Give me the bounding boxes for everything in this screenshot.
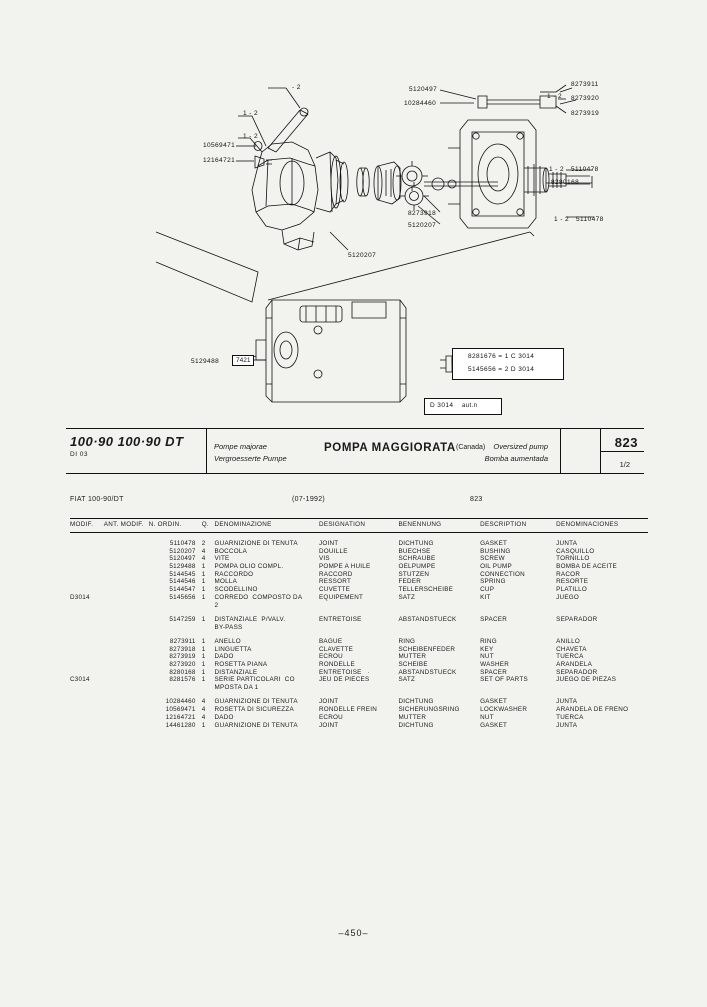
- table-row: [70, 578, 648, 586]
- cell-desc: SCREW: [480, 555, 505, 563]
- cell-den: 2: [214, 601, 219, 609]
- cell-desc: NUT: [480, 653, 494, 661]
- cell-desc: [480, 623, 556, 631]
- cell-denom: JUEGO: [556, 593, 580, 601]
- cell-ordin: 5145656: [169, 593, 196, 601]
- cell-qty: 1: [201, 563, 206, 571]
- cell-modif: [70, 586, 104, 594]
- callout-label: 5120207: [348, 252, 377, 259]
- cell-denom: ARANDELA DE FRENO: [556, 706, 629, 714]
- title-german: Vergroesserte Pumpe: [214, 454, 287, 463]
- cell-desc: WASHER: [480, 661, 510, 669]
- cell-des: [319, 601, 398, 609]
- cell-desc: OIL PUMP: [480, 563, 512, 571]
- callout-label: 1 - 2: [243, 110, 259, 117]
- callout-label: 5110478: [571, 166, 599, 173]
- cell-ben: ABSTANDSTUECK: [398, 615, 457, 623]
- cell-ben: TELLERSCHEIBE: [398, 586, 454, 594]
- callout-label: 8273918: [408, 210, 437, 217]
- cell-desc: LOCKWASHER: [480, 706, 528, 714]
- cell-des: CLAVETTE: [318, 645, 354, 653]
- cell-ordin: [149, 684, 202, 692]
- cell-desc: [480, 684, 556, 692]
- cell-den: ROSETTA DI SICUREZZA: [214, 706, 294, 714]
- cell-des: EQUIPEMENT: [318, 593, 364, 601]
- cell-ordin: 8273911: [169, 637, 196, 645]
- table-row: [70, 638, 648, 646]
- cell-ben: MUTTER: [398, 653, 427, 661]
- cell-desc: CUP: [480, 586, 495, 594]
- cell-qty: 1: [201, 661, 206, 669]
- cell-ben: MUTTER: [398, 713, 427, 721]
- cell-ordin: 10569471: [165, 706, 196, 714]
- title-italian: Pompe majorae: [214, 442, 267, 451]
- cell-ordin: 14461280: [165, 721, 196, 729]
- cell-den: RACCORDO: [214, 570, 254, 578]
- cell-des: RONDELLE: [318, 661, 355, 669]
- cell-des: ENTRETOISE: [318, 615, 362, 623]
- legend-line-2: 5145656 = 2 D 3014: [468, 366, 535, 373]
- parts-table: [70, 518, 648, 729]
- cell-ordin: 5120207: [169, 547, 196, 555]
- cell-des: ECROU: [318, 713, 343, 721]
- table-row: [70, 601, 648, 609]
- cell-denom: TORNILLO: [556, 555, 590, 563]
- cell-modif: [70, 653, 104, 661]
- table-row: [70, 684, 648, 692]
- cell-ordin: 5144547: [169, 586, 196, 594]
- callout-label: 12164721: [203, 157, 236, 164]
- callout-label: 5120207: [408, 222, 437, 229]
- cell-ordin: 5110478: [169, 540, 196, 548]
- cell-ben: STUTZEN: [398, 570, 430, 578]
- callout-label: 1 - 2: [554, 216, 570, 223]
- cell-denom: RESORTE: [556, 578, 589, 586]
- cell-denom: ARANDELA: [556, 661, 593, 669]
- cell-desc: GASKET: [480, 540, 508, 548]
- col-benennung: BENENNUNG: [398, 519, 480, 533]
- table-row: [70, 594, 648, 602]
- callout-label: 5120497: [409, 86, 438, 93]
- cell-denom: SEPARADOR: [556, 668, 598, 676]
- cell-qty: [202, 601, 215, 609]
- source-date: (07-1992): [292, 496, 326, 503]
- col-denominaciones: DENOMINACIONES: [556, 519, 648, 533]
- cell-den: SCODELLINO: [214, 586, 258, 594]
- cell-qty: 2: [201, 540, 206, 548]
- cell-desc: SPACER: [480, 615, 508, 623]
- cell-denom: PLATILLO: [556, 586, 588, 594]
- cell-qty: [202, 684, 215, 692]
- table-row: [70, 555, 648, 563]
- cell-den: MOLLA: [214, 578, 238, 586]
- cell-modif: [70, 555, 104, 563]
- cell-ben: ABSTANDSTUECK: [398, 668, 457, 676]
- cell-ordin: 8273919: [169, 653, 196, 661]
- table-row: [70, 668, 648, 676]
- cell-qty: [202, 623, 215, 631]
- cell-ben: SICHERUNGSRING: [398, 706, 460, 714]
- cell-modif: [70, 661, 104, 669]
- cell-ordin: 8273920: [169, 661, 196, 669]
- cell-des: JOINT: [318, 540, 339, 548]
- cell-modif: [70, 601, 104, 609]
- cell-den: GUARNIZIONE DI TENUTA: [214, 698, 298, 706]
- cell-denom: RACOR: [556, 570, 581, 578]
- cell-den: LINGUETTA: [214, 645, 252, 653]
- cell-modif: [70, 668, 104, 676]
- cell-des: RESSORT: [318, 578, 352, 586]
- callout-label: 8280168: [551, 179, 580, 186]
- cell-ordin: 5144545: [169, 570, 196, 578]
- cell-den: DADO: [214, 653, 234, 661]
- callout-label: 5129488: [191, 358, 220, 365]
- cell-des: [319, 623, 398, 631]
- table-row: [70, 714, 648, 722]
- cell-qty: 4: [201, 547, 206, 555]
- cell-ordin: 5144546: [169, 578, 196, 586]
- cell-ant: [104, 540, 149, 548]
- table-row: [70, 653, 648, 661]
- col-designation: DESIGNATION: [319, 519, 398, 533]
- source-section: 823: [470, 496, 483, 503]
- cell-ordin: 5129488: [169, 563, 196, 571]
- cell-qty: 4: [201, 555, 206, 563]
- cell-den: DISTANZIALE: [214, 668, 258, 676]
- cell-desc: RING: [480, 637, 497, 645]
- cell-ben: SCHEIBE: [398, 661, 428, 669]
- cell-des: CUVETTE: [318, 586, 351, 594]
- table-spacer: [70, 609, 648, 616]
- callout-label: 1 - 2: [243, 133, 259, 140]
- title-english: Oversized pump: [493, 442, 548, 451]
- cell-qty: 1: [201, 570, 206, 578]
- cell-den: BY-PASS: [214, 623, 243, 631]
- cell-modif: C3014: [70, 676, 90, 684]
- cell-modif: [70, 714, 104, 722]
- cell-ant: [104, 616, 149, 624]
- cell-desc: SET OF PARTS: [480, 676, 528, 684]
- cell-den: BOCCOLA: [214, 547, 248, 555]
- cell-desc: NUT: [480, 713, 494, 721]
- cell-ant: [104, 706, 149, 714]
- col-denominazione: DENOMINAZIONE: [215, 519, 319, 533]
- cell-modif: [70, 698, 104, 706]
- cell-ben: DICHTUNG: [398, 540, 434, 548]
- table-row: [70, 676, 648, 684]
- cell-ant: [104, 638, 149, 646]
- col-n-ordin: N. ORDIN.: [149, 519, 202, 533]
- cell-ant: [104, 676, 149, 684]
- cell-ant: [104, 653, 149, 661]
- callout-label: - 2: [292, 84, 301, 91]
- table-row: [70, 623, 648, 631]
- cell-modif: [70, 684, 104, 692]
- cell-modif: [70, 638, 104, 646]
- title-spanish: Bomba aumentada: [484, 454, 548, 463]
- cell-den: ANELLO: [214, 637, 241, 645]
- cell-qty: 4: [201, 706, 206, 714]
- cell-ant: [104, 721, 149, 729]
- cell-modif: [70, 540, 104, 548]
- cell-modif: [70, 623, 104, 631]
- cell-des: ENTRETOISE ·: [318, 668, 370, 676]
- cell-qty: 1: [201, 593, 206, 601]
- cell-modif: [70, 616, 104, 624]
- title-block: [66, 428, 644, 474]
- cell-des: JOINT: [318, 698, 339, 706]
- cell-denom: JUNTA: [556, 721, 578, 729]
- cell-modif: [70, 570, 104, 578]
- cell-ben: DICHTUNG: [398, 721, 434, 729]
- table-row: [70, 540, 648, 548]
- col-description: DESCRIPTION: [480, 519, 556, 533]
- cell-denom: [556, 684, 648, 692]
- cell-modif: [70, 563, 104, 571]
- cell-qty: 1: [201, 578, 206, 586]
- table-spacer: [70, 691, 648, 698]
- cell-denom: JUNTA: [556, 698, 578, 706]
- cell-ordin: 10284460: [165, 698, 196, 706]
- cell-ben: FEDER: [398, 578, 422, 586]
- cell-ben: SCHRAUBE: [398, 555, 436, 563]
- diagram-box-label-7421: 7421: [232, 355, 254, 366]
- cell-den: DADO: [214, 713, 234, 721]
- callout-label: 1 - 2: [547, 93, 563, 100]
- cell-ben: RING: [398, 637, 416, 645]
- cell-ordin: 8281576: [169, 676, 196, 684]
- cell-denom: [556, 601, 648, 609]
- table-row: [70, 698, 648, 706]
- cell-ant: [104, 668, 149, 676]
- cell-ant: [104, 623, 149, 631]
- cell-des: ECROU: [318, 653, 343, 661]
- cell-modif: [70, 578, 104, 586]
- parts-table-body: [70, 533, 648, 729]
- cell-qty: 1: [201, 676, 206, 684]
- section-number: 823: [614, 435, 638, 450]
- cell-desc: KIT: [480, 593, 491, 601]
- table-row: [70, 645, 648, 653]
- cell-ben: BUECHSE: [398, 547, 431, 555]
- cell-denom: BOMBA DE ACEITE: [556, 563, 617, 571]
- page-title: POMPA MAGGIORATA: [324, 442, 456, 454]
- cell-ant: [104, 601, 149, 609]
- table-row: [70, 586, 648, 594]
- cell-ordin: 12164721: [165, 713, 196, 721]
- model-designation: 100·90 100·90 DT: [70, 434, 184, 449]
- cell-ant: [104, 684, 149, 692]
- cell-ant: [104, 547, 149, 555]
- cell-modif: [70, 645, 104, 653]
- cell-modif: [70, 721, 104, 729]
- cell-modif: D3014: [70, 593, 90, 601]
- cell-ordin: [149, 601, 202, 609]
- cell-ant: [104, 570, 149, 578]
- table-spacer: [70, 631, 648, 638]
- exploded-view-diagram: [0, 0, 707, 420]
- diagram-artwork: [0, 0, 707, 420]
- table-header-row: [70, 519, 648, 533]
- cell-des: RONDELLE FREIN: [318, 706, 378, 714]
- cell-ant: [104, 555, 149, 563]
- cell-qty: 1: [201, 668, 206, 676]
- cell-den: SERIE PARTICOLARI CO: [214, 676, 295, 684]
- cell-denom: TUERCA: [556, 653, 584, 661]
- table-row: [70, 661, 648, 669]
- title-country: (Canada): [456, 444, 486, 451]
- col-quantity: Q.: [202, 519, 215, 533]
- cell-denom: ANILLO: [556, 637, 581, 645]
- cell-ant: [104, 661, 149, 669]
- cell-denom: JUEGO DE PIEZAS: [556, 676, 617, 684]
- cell-denom: JUNTA: [556, 540, 578, 548]
- cell-ordin: 8273918: [169, 645, 196, 653]
- cell-qty: 1: [201, 586, 206, 594]
- cell-ordin: [149, 623, 202, 631]
- cell-des: POMPE A HUILE: [318, 563, 371, 571]
- cell-ordin: 5120497: [169, 555, 196, 563]
- source-model: FIAT 100-90/DT: [70, 496, 124, 503]
- callout-label: 1 - 2: [549, 166, 565, 173]
- callout-label: 10569471: [203, 142, 236, 149]
- cell-des: VIS: [318, 555, 330, 563]
- legend-line-1: 8281676 = 1 C 3014: [468, 353, 535, 360]
- page-fraction: 1/2: [619, 460, 630, 469]
- cell-modif: [70, 706, 104, 714]
- callout-label: 8273919: [571, 110, 600, 117]
- callout-label: 8273911: [571, 81, 599, 88]
- cell-desc: SPRING: [480, 578, 506, 586]
- cell-ant: [104, 714, 149, 722]
- cell-qty: 1: [201, 637, 206, 645]
- cell-desc: [480, 601, 556, 609]
- cell-ben: SATZ: [398, 593, 416, 601]
- cell-desc: KEY: [480, 645, 494, 653]
- cell-desc: SPACER: [480, 668, 508, 676]
- cell-den: MPOSTA DA 1: [214, 684, 259, 692]
- cell-ordin: 5147259: [169, 615, 196, 623]
- cell-des: [319, 684, 398, 692]
- cell-des: JOINT: [318, 721, 339, 729]
- cell-den: CORREDO COMPOSTO DA: [214, 593, 303, 601]
- cell-den: VITE: [214, 555, 230, 563]
- table-row: [70, 547, 648, 555]
- cell-des: JEU DE PIECES: [318, 676, 370, 684]
- cell-den: GUARNIZIONE DI TENUTA: [214, 540, 298, 548]
- cell-ben: [398, 623, 480, 631]
- cell-den: ROSETTA PIANA: [214, 661, 268, 669]
- table-row: [70, 570, 648, 578]
- cell-ant: [104, 594, 149, 602]
- table-row: [70, 616, 648, 624]
- cell-den: GUARNIZIONE DI TENUTA: [214, 721, 298, 729]
- cell-qty: 1: [201, 645, 206, 653]
- cell-den: DISTANZIALE P/VALV.: [214, 615, 286, 623]
- callout-label: 10284460: [404, 100, 437, 107]
- cell-ant: [104, 698, 149, 706]
- cell-den: POMPA OLIO COMPL.: [214, 563, 284, 571]
- cell-des: RACCORD: [318, 570, 353, 578]
- table-spacer: [70, 533, 648, 540]
- table-row: [70, 706, 648, 714]
- cell-denom: CHAVETA: [556, 645, 587, 653]
- model-subcode: DI 03: [70, 451, 89, 458]
- cell-denom: TUERCA: [556, 713, 584, 721]
- callout-label: 5110478: [576, 216, 604, 223]
- cell-ant: [104, 586, 149, 594]
- cell-modif: [70, 547, 104, 555]
- cell-ben: DICHTUNG: [398, 698, 434, 706]
- page-number: –450–: [338, 928, 369, 938]
- cell-qty: 1: [201, 615, 206, 623]
- variant-label: D 3014: [430, 402, 454, 409]
- cell-desc: CONNECTION: [480, 570, 525, 578]
- source-line: [70, 496, 646, 503]
- cell-des: DOUILLE: [318, 547, 348, 555]
- cell-qty: 1: [201, 721, 206, 729]
- cell-des: BAGUE: [318, 637, 343, 645]
- cell-denom: SEPARADOR: [556, 615, 598, 623]
- cell-ant: [104, 578, 149, 586]
- col-modif: MODIF.: [70, 519, 104, 533]
- table-row: [70, 563, 648, 571]
- table-row: [70, 721, 648, 729]
- cell-ordin: 8280168: [169, 668, 196, 676]
- cell-desc: GASKET: [480, 721, 508, 729]
- cell-denom: [556, 623, 648, 631]
- cell-desc: GASKET: [480, 698, 508, 706]
- cell-ben: SCHEIBENFEDER: [398, 645, 456, 653]
- cell-ben: [398, 601, 480, 609]
- callout-label: 8273920: [571, 95, 600, 102]
- col-ant-modif: ANT. MODIF.: [104, 519, 149, 533]
- cell-ant: [104, 645, 149, 653]
- variant-note: aut.n: [462, 403, 478, 409]
- cell-ben: SATZ: [398, 676, 416, 684]
- cell-qty: 4: [201, 713, 206, 721]
- cell-ben: [398, 684, 480, 692]
- cell-ben: OELPUMPE: [398, 563, 436, 571]
- cell-qty: 1: [201, 653, 206, 661]
- cell-qty: 4: [201, 698, 206, 706]
- cell-ant: [104, 563, 149, 571]
- cell-denom: CASQUILLO: [556, 547, 595, 555]
- cell-desc: BUSHING: [480, 547, 511, 555]
